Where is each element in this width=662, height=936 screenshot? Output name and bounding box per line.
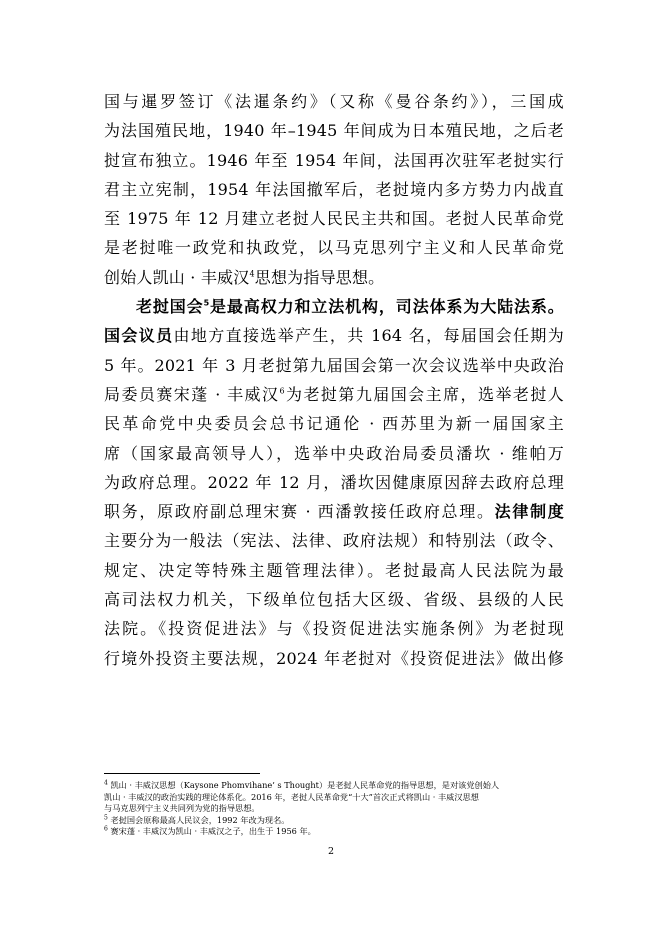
footnote-4-cont — [104, 792, 574, 804]
text-line: 行境外投资主要法规，2024 年老挝对《投资促进法》做出修 — [104, 648, 564, 668]
text-line — [104, 263, 564, 292]
footnote-text: 与马克思列宁主义共同列为党的指导思想。 — [104, 803, 260, 813]
bold-term-parliament: 国会议员 — [104, 326, 174, 346]
text-line: 高司法权力机关，下级单位包括大区级、省级、县级的人民 — [104, 590, 564, 610]
bold-term-legal-system: 法律制度 — [494, 502, 564, 522]
text-run: 为老挝第九届国会主席，选举老挝人 — [284, 384, 564, 404]
text-line: 为法国殖民地，1940 年–1945 年间成为日本殖民地，之后老 — [104, 121, 564, 141]
text-line: 为政府总理。2022 年 12 月，潘坎因健康原因辞去政府总理 — [104, 472, 564, 492]
text-run: 局委员赛宋蓬 · 丰威汉 — [104, 384, 280, 404]
text-line: 挝宣布独立。1946 年至 1954 年间，法国再次驻军老挝实行 — [104, 150, 564, 170]
text-line: 君主立宪制，1954 年法国撤军后，老挝境内多方势力内战直 — [104, 179, 564, 199]
text-run: 是最高权力和立法机构，司法体系为大陆法系。 — [209, 297, 564, 317]
text-run: 老挝国会 — [136, 297, 204, 317]
footnotes — [104, 780, 574, 838]
footnote-ref-6: 6 — [279, 386, 285, 396]
footnote-text: 老挝国会原称最高人民议会，1992 年改为现名。 — [110, 814, 290, 825]
text-line: 法院。《投资促进法》与《投资促进法实施条例》为老挝现 — [104, 619, 564, 639]
footnote-text: 赛宋蓬 · 丰威汉为凯山 · 丰威汉之子，出生于 1956 年。 — [110, 826, 316, 836]
body-text — [104, 87, 564, 673]
text-line — [104, 321, 564, 350]
text-line: 规定、决定等特殊主题管理法律）。老挝最高人民法院为最 — [104, 560, 564, 580]
text-line: 席（国家最高领导人），选举中央政治局委员潘坎 · 维帕万 — [104, 443, 564, 463]
text-line: 至 1975 年 12 月建立老挝人民民主共和国。老挝人民革命党 — [104, 209, 564, 229]
text-run: 创始人凯山 · 丰威汉 — [104, 267, 250, 287]
text-run: 职务，原政府副总理宋赛 · 西潘敦接任政府总理。 — [104, 502, 495, 522]
footnote-divider — [104, 773, 260, 774]
footnote-4-cont — [104, 803, 574, 815]
text-line: 5 年。2021 年 3 月老挝第九届国会第一次会议选举中央政治 — [104, 355, 564, 375]
footnote-ref-4: 4 — [249, 269, 255, 279]
footnote-4 — [104, 780, 574, 792]
text-run: 思想为指导思想。 — [254, 267, 385, 287]
text-line — [104, 497, 564, 526]
paragraph-heading — [104, 292, 564, 321]
text-run: 由地方直接选举产生，共 164 名，每届国会任期为 — [173, 326, 564, 346]
text-line: 国与暹罗签订《法暹条约》（又称《曼谷条约》），三国成 — [104, 92, 564, 111]
footnote-number: 6 — [104, 825, 108, 833]
footnote-text: 凯山 · 丰威汉的政治实践的理论体系化。2016 年，老挝人民革命党“十大”首次正式将凯山 · 丰威汉思想 — [104, 791, 479, 802]
text-line: 民革命党中央委员会总书记通伦 · 西苏里为新一届国家主 — [104, 414, 564, 434]
page-number: 2 — [327, 846, 335, 857]
text-line — [104, 380, 564, 409]
text-line: 主要分为一般法（宪法、法律、政府法规）和特别法（政令、 — [104, 531, 564, 551]
footnote-number: 4 — [104, 779, 108, 787]
text-line: 是老挝唯一政党和执政党，以马克思列宁主义和人民革命党 — [104, 238, 564, 258]
footnote-5 — [104, 815, 574, 827]
footnote-6 — [104, 826, 574, 838]
footnote-ref-5: 5 — [203, 298, 210, 308]
footnote-text: 凯山 · 丰威汉思想（Kaysone Phomvihane’ s Thought）是老挝人民革命党的指导思想，是对该党创始人 — [110, 780, 500, 790]
footnote-number: 5 — [104, 813, 108, 821]
